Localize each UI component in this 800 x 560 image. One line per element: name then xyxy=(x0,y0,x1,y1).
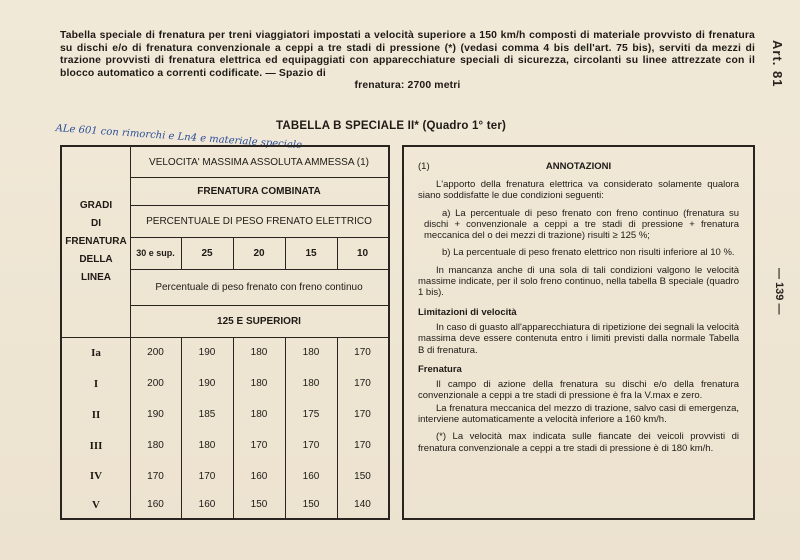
annotations-title: ANNOTAZIONI xyxy=(545,161,612,172)
speed-value: 150 xyxy=(302,499,320,510)
speed-value: 170 xyxy=(354,378,371,389)
speed-value: 180 xyxy=(147,440,164,451)
row-header-cell xyxy=(62,147,131,338)
speed-value: 180 xyxy=(302,378,320,389)
annotation-paragraph: a) La percentuale di peso frenato con freno continuo (frenatura su dischi + convenzionale a ceppi a tre stadi di pressione + frenatura meccanica del o dei mezzi di trazione) risulti ≥ 125 %; xyxy=(424,207,739,242)
annotation-paragraph: In caso di guasto all'apparecchiatura di ripetizione dei segnali la velocità massima deve essere contenuta entro i limiti previsti dalla normale Tabella B di frenatura. xyxy=(418,321,739,356)
section-heading: Limitazioni di velocità xyxy=(418,306,517,318)
grade-label: V xyxy=(92,498,100,511)
speed-value: 170 xyxy=(354,440,371,451)
speed-value: 200 xyxy=(147,347,164,358)
row-header-line: GRADI xyxy=(79,200,113,211)
speed-value: 185 xyxy=(198,409,216,420)
speed-value: 170 xyxy=(354,347,371,358)
speed-value: 190 xyxy=(147,409,164,420)
speed-value: 200 xyxy=(147,378,164,389)
speed-value: 160 xyxy=(250,470,268,482)
speed-value: 180 xyxy=(250,347,268,358)
speed-value: 190 xyxy=(198,378,216,389)
speed-value: 160 xyxy=(198,499,216,510)
annotation-paragraph: La frenatura meccanica del mezzo di trazione, salvo casi di emergenza, interviene automaticamente a velocità inferiore a 160 km/h. xyxy=(418,402,739,426)
grade-label: Ia xyxy=(91,346,101,359)
speed-value: 170 xyxy=(302,440,320,451)
combined-braking-header: FRENATURA COMBINATA xyxy=(197,185,321,197)
annotation-footnote: (*) La velocità max indicata sulle fiancate dei veicoli provvisti di frenatura convenzionale a ceppi a tre stadi di pressione è di 180 km/h. xyxy=(418,431,739,454)
speed-value: 190 xyxy=(198,347,216,358)
pct-column-header: 10 xyxy=(356,247,369,259)
continuous-brake-label: Percentuale di peso frenato con freno continuo xyxy=(155,281,363,293)
intro-text: Tabella speciale di frenatura per treni viaggiatori impostati a velocità superiore a 150 km/h composti di materiale provvisto di frenatura su dischi e/o di frenatura convenzionale a ceppi a tre stadi di pressione (*) (vedasi comma 4 bis dell'art. 75 bis), serviti da mezzi di trazione provvisti di frenatura elettrica ed equipaggiati con apparecchiature speciali di sicurezza, circolanti su linee attrezzate con il blocco automatico a correnti codificate. — Spazio di xyxy=(60,30,755,79)
intro-last-line: frenatura: 2700 metri xyxy=(354,80,461,92)
speed-value: 170 xyxy=(354,409,371,420)
speed-value: 170 xyxy=(250,440,268,451)
grade-label: II xyxy=(91,408,101,421)
pct-column-header: 25 xyxy=(201,247,213,259)
speed-value: 175 xyxy=(302,409,320,420)
speed-value: 180 xyxy=(198,440,216,451)
article-label: Art. 81 xyxy=(770,40,785,88)
speed-value: 170 xyxy=(147,470,164,482)
handwritten-annotation: ALe 601 con rimorchi e Ln4 e materiale speciale xyxy=(55,123,303,152)
annotation-number: (1) xyxy=(418,161,430,172)
braking-table xyxy=(60,145,390,520)
row-header-line: LINEA xyxy=(81,272,111,283)
row-header-line: DELLA xyxy=(79,254,113,265)
grade-label: I xyxy=(93,377,99,390)
grade-label: IV xyxy=(89,470,103,482)
row-header-line: FRENATURA xyxy=(65,236,127,247)
electric-percentage-header: PERCENTUALE DI PESO FRENATO ELETTRICO xyxy=(146,215,372,227)
speed-value: 140 xyxy=(354,499,371,510)
speed-value: 150 xyxy=(354,470,371,482)
annotations-box xyxy=(402,145,755,520)
pct-column-header: 15 xyxy=(305,247,317,259)
annotation-paragraph: In mancanza anche di una sola di tali condizioni valgono le velocità massime indicate, per il solo freno continuo, nella tabella B speciale (quadro 1 bis). xyxy=(418,264,739,299)
annotation-paragraph: Il campo di azione della frenatura su dischi e/o della frenatura convenzionale a ceppi a tre stadi di pressione è fra la V.max e zero. xyxy=(418,379,739,402)
speed-value: 160 xyxy=(302,470,320,482)
continuous-brake-value: 125 E SUPERIORI xyxy=(217,315,301,327)
annotation-paragraph: b) La percentuale di peso frenato elettrico non risulti inferiore al 10 %. xyxy=(442,247,735,259)
row-header-line: DI xyxy=(91,218,101,229)
intro-paragraph xyxy=(60,30,755,93)
speed-value: 170 xyxy=(198,470,216,482)
grade-label: III xyxy=(89,439,103,452)
table-title: TABELLA B SPECIALE II* (Quadro 1° ter) xyxy=(276,120,507,132)
annotation-paragraph: L'apporto della frenatura elettrica va considerato solamente qualora siano soddisfatte le due condizioni seguenti: xyxy=(418,179,739,202)
speed-value: 150 xyxy=(250,499,268,510)
pct-column-header: 30 e sup. xyxy=(136,248,175,258)
speed-value: 160 xyxy=(147,499,164,510)
max-speed-header: VELOCITA' MASSIMA ASSOLUTA AMMESSA (1) xyxy=(149,156,369,168)
speed-value: 180 xyxy=(302,347,320,358)
page-number: — 139 — xyxy=(773,268,785,315)
speed-value: 180 xyxy=(250,409,268,420)
speed-value: 180 xyxy=(250,378,268,389)
pct-column-header: 20 xyxy=(253,247,265,259)
section-heading: Frenatura xyxy=(418,363,462,375)
